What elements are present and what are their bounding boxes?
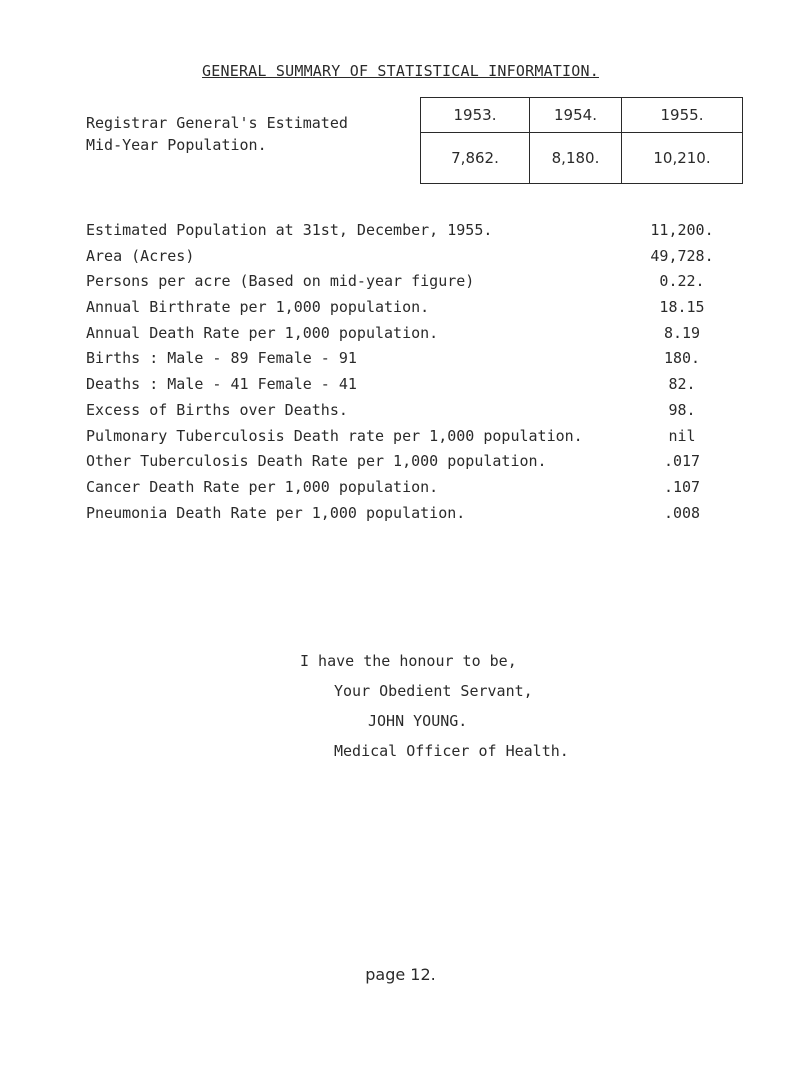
stat-row [86,244,722,270]
signatory-role: Medical Officer of Health. [334,742,569,760]
population-year-cell: 1954. [530,98,622,133]
stat-value: 0.22. [659,272,705,291]
stat-row [86,372,722,398]
population-value-cell: 7,862. [421,133,530,184]
stat-row [86,269,722,295]
stat-value: nil [668,426,696,445]
stat-value: 49,728. [650,246,714,265]
stat-value: .017 [663,452,701,471]
closing-line2: Your Obedient Servant, [334,682,533,700]
closing-line1: I have the honour to be, [300,652,517,670]
stat-value: 11,200. [650,221,714,239]
population-values-row [421,133,743,184]
population-years-row [421,98,743,133]
stat-row [86,295,722,321]
closing-signature [300,646,569,766]
stat-label: Deaths : Male - 41 Female - 41 [86,375,357,394]
stat-row [86,501,722,527]
population-label [86,112,386,156]
stat-value: .107 [663,477,701,496]
stat-row [86,449,722,475]
stat-row [86,321,722,347]
population-value-cell: 8,180. [530,133,622,184]
population-label-line2: Mid-Year Population. [86,136,267,154]
signatory-name: JOHN YOUNG. [368,712,468,730]
stat-value: 98. [668,400,696,419]
stat-label: Annual Death Rate per 1,000 population. [86,323,439,342]
stat-label: Annual Birthrate per 1,000 population. [86,298,430,317]
stat-label: Persons per acre (Based on mid-year figure) [86,272,475,291]
page-number: page 12. [365,965,436,984]
stat-label: Cancer Death Rate per 1,000 population. [86,477,439,496]
stat-value: 18.15 [659,298,705,317]
stat-label: Pneumonia Death Rate per 1,000 population. [86,503,466,522]
stat-label: Births : Male - 89 Female - 91 [86,349,357,368]
stat-label: Estimated Population at 31st, December, 1955. [86,221,493,239]
stat-label: Excess of Births over Deaths. [86,400,348,419]
page-title: GENERAL SUMMARY OF STATISTICAL INFORMATION. [202,62,599,80]
statistics-list [86,218,722,526]
population-value-cell: 10,210. [622,133,743,184]
stat-row [86,346,722,372]
stat-value: .008 [663,503,701,522]
population-table [420,97,743,184]
population-year-cell: 1955. [622,98,743,133]
stat-row [86,398,722,424]
stat-value: 82. [668,375,696,394]
stat-row [86,218,722,244]
stat-label: Pulmonary Tuberculosis Death rate per 1,000 population. [86,426,583,445]
stat-value: 8.19 [663,323,701,342]
stat-row [86,475,722,501]
stat-label: Area (Acres) [86,246,195,265]
stat-value: 180. [663,349,701,368]
stat-row [86,424,722,450]
stat-label: Other Tuberculosis Death Rate per 1,000 population. [86,452,547,471]
population-year-cell: 1953. [421,98,530,133]
population-label-line1: Registrar General's Estimated [86,114,348,132]
